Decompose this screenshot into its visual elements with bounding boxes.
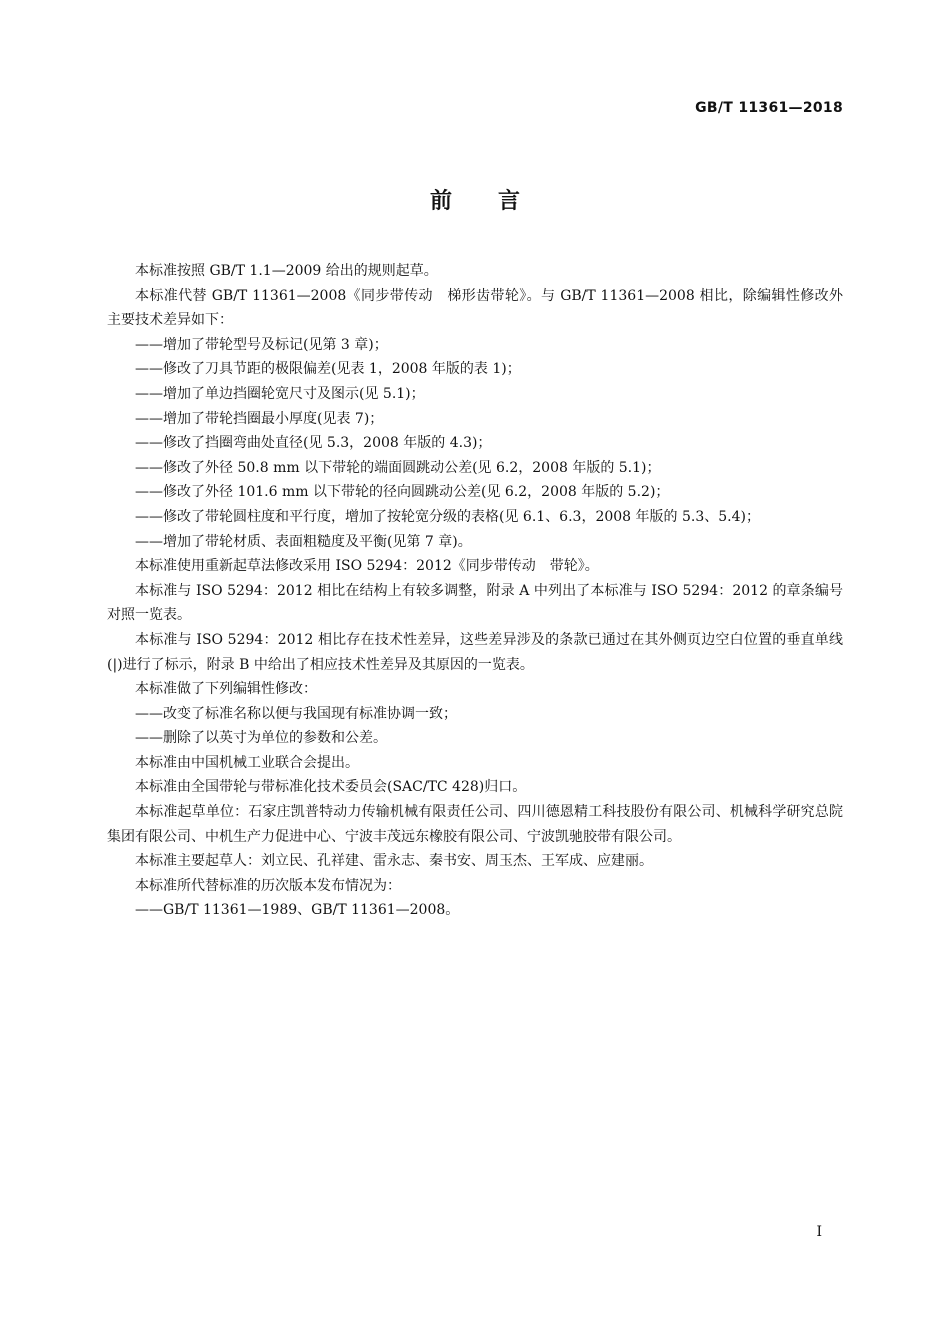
paragraph-committee: 本标准由全国带轮与带标准化技术委员会(SAC/TC 428)归口。	[135, 779, 527, 796]
change-item: ——增加了带轮型号及标记(见第 3 章)；	[135, 336, 388, 353]
change-item: ——修改了刀具节距的极限偏差(见表 1，2008 年版的表 1)；	[135, 361, 521, 378]
editorial-item: ——删除了以英寸为单位的参数和公差。	[135, 730, 387, 747]
paragraph-drafters: 本标准主要起草人：刘立民、孔祥建、雷永志、秦书安、周玉杰、王军成、应建丽。	[135, 853, 653, 870]
paragraph-drafting-rules: 本标准按照 GB/T 1.1—2009 给出的规则起草。	[135, 263, 438, 279]
paragraph-history: 本标准所代替标准的历次版本发布情况为：	[135, 877, 401, 894]
change-item: ——修改了带轮圆柱度和平行度，增加了按轮宽分级的表格(见 6.1、6.3，2008 年版的 5.3、5.4)；	[135, 508, 760, 525]
page-title: 前言	[429, 189, 566, 214]
editorial-item: ——改变了标准名称以便与我国现有标准协调一致；	[135, 705, 457, 722]
change-item: ——增加了单边挡圈轮宽尺寸及图示(见 5.1)；	[135, 385, 425, 402]
paragraph-editorial-changes: 本标准做了下列编辑性修改：	[135, 681, 317, 698]
change-item: ——增加了带轮挡圈最小厚度(见表 7)；	[135, 410, 384, 427]
paragraph-adoption: 本标准使用重新起草法修改采用 ISO 5294：2012《同步带传动 带轮》。	[135, 558, 599, 575]
change-item: ——修改了挡圈弯曲处直径(见 5.3，2008 年版的 4.3)；	[135, 435, 492, 452]
history-item: ——GB/T 11361—1989、GB/T 11361—2008。	[135, 902, 460, 919]
foreword-body	[107, 259, 843, 923]
paragraph-drafting-units: 本标准起草单位：石家庄凯普特动力传输机械有限责任公司、四川德恩精工科技股份有限公司、机械科学研究总院集团有限公司、中机生产力促进中心、宁波丰茂远东橡胶有限公司、宁波凯驰胶带有限公司。	[107, 804, 843, 845]
paragraph-replaces: 本标准代替 GB/T 11361—2008《同步带传动 梯形齿带轮》。与 GB/T 11361—2008 相比，除编辑性修改外主要技术差异如下：	[107, 287, 843, 329]
change-item: ——增加了带轮材质、表面粗糙度及平衡(见第 7 章)。	[135, 533, 472, 550]
paragraph-proposer: 本标准由中国机械工业联合会提出。	[135, 754, 359, 771]
paragraph-structure: 本标准与 ISO 5294：2012 相比在结构上有较多调整，附录 A 中列出了本标准与 ISO 5294：2012 的章条编号对照一览表。	[107, 582, 843, 624]
change-item: ——修改了外径 101.6 mm 以下带轮的径向圆跳动公差(见 6.2，2008 年版的 5.2)；	[135, 484, 670, 501]
standard-code: GB/T 11361—2018	[695, 100, 843, 116]
change-item: ——修改了外径 50.8 mm 以下带轮的端面圆跳动公差(见 6.2，2008 年版的 5.1)；	[135, 459, 661, 476]
paragraph-technical-differences: 本标准与 ISO 5294：2012 相比存在技术性差异，这些差异涉及的条款已通过在其外侧页边空白位置的垂直单线(|)进行了标示，附录 B 中给出了相应技术性差异及其原因的一览表。	[107, 631, 843, 673]
page-number: I	[816, 1224, 822, 1240]
